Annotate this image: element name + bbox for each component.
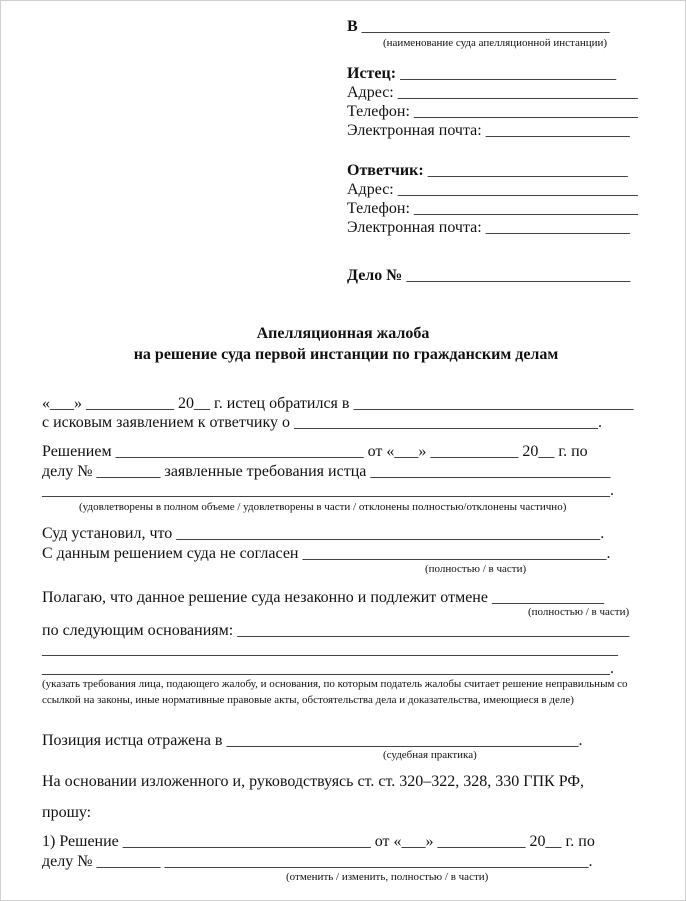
p7-line2[interactable]: делу № ________ _____________________________________________________. (42, 853, 593, 870)
defendant-email[interactable]: Электронная почта: __________________ (347, 219, 630, 236)
court-hint: (наименование суда апелляционной инстанции) (383, 37, 608, 49)
p4-line4[interactable]: _______________________________________________________________________. (42, 660, 614, 677)
p4-hint: (полностью / в части) (528, 606, 630, 618)
p2-hint: (удовлетворены в полном объеме / удовлетворены в части / отклонены полностью/отклонены частично) (79, 501, 567, 513)
defendant-line (347, 161, 628, 180)
p1-line1[interactable]: «___» ___________ 20__ г. истец обратился в ___________________________________ (42, 395, 634, 412)
p3-line2[interactable]: С данным решением суда не согласен ______________________________________. (42, 545, 611, 562)
plaintiff-phone[interactable]: Телефон: ____________________________ (347, 103, 638, 120)
case-blank[interactable]: ____________________________ (402, 267, 631, 284)
defendant-phone[interactable]: Телефон: ____________________________ (347, 200, 638, 217)
p3-line1[interactable]: Суд установил, что _____________________________________________________. (42, 525, 605, 542)
p5-line1[interactable]: Позиция истца отражена в ____________________________________________. (42, 732, 583, 749)
case-line (347, 266, 630, 285)
p6-line2: прошу: (42, 804, 92, 821)
plaintiff-blank[interactable]: ___________________________ (396, 65, 617, 82)
court-blank[interactable]: _______________________________ (357, 18, 610, 35)
document-subtitle: на решение суда первой инстанции по гражданским делам (133, 346, 559, 363)
plaintiff-email[interactable]: Электронная почта: __________________ (347, 122, 630, 139)
defendant-address[interactable]: Адрес: ______________________________ (347, 181, 638, 198)
p4-line3[interactable]: ________________________________________________________________________ (42, 641, 618, 658)
p4-hint2: (указать требования лица, подающего жалобу, и основания, по которым податель жалобы считает решение неправильным со ссылкой на законы, иные нормативные правовые акты, обстоятельства дела и доказательства, имеющиеся в деле) (42, 678, 628, 706)
p4-line1[interactable]: Полагаю, что данное решение суда незаконно и подлежит отмене ______________ (42, 589, 604, 606)
plaintiff-address[interactable]: Адрес: ______________________________ (347, 84, 638, 101)
p7-line1[interactable]: 1) Решение _______________________________ от «___» ___________ 20__ г. по (42, 833, 595, 850)
court-line (347, 17, 610, 36)
case-label: Дело № (347, 267, 403, 284)
p2-line2[interactable]: делу № ________ заявленные требования истца ______________________________ (42, 463, 611, 480)
p3-hint: (полностью / в части) (425, 563, 527, 575)
p2-line1[interactable]: Решением _______________________________ от «___» ___________ 20__ г. по (42, 443, 588, 460)
defendant-blank[interactable]: _________________________ (423, 162, 628, 179)
document-title: Апелляционная жалоба (256, 325, 430, 342)
defendant-label: Ответчик: (347, 162, 424, 179)
p6-line1: На основании изложенного и, руководствуясь ст. ст. 320–322, 328, 330 ГПК РФ, (42, 773, 584, 790)
p5-hint: (судебная практика) (383, 749, 477, 761)
p7-hint: (отменить / изменить, полностью / в части) (286, 871, 489, 883)
plaintiff-label: Истец: (347, 65, 397, 82)
plaintiff-line (347, 64, 616, 83)
p2-line3[interactable]: _______________________________________________________________________. (42, 482, 614, 499)
p4-line2[interactable]: по следующим основаниям: _________________________________________________ (42, 622, 630, 639)
p1-line2[interactable]: с исковым заявлением к ответчику о ______________________________________. (42, 414, 602, 431)
court-label: В (347, 18, 358, 35)
